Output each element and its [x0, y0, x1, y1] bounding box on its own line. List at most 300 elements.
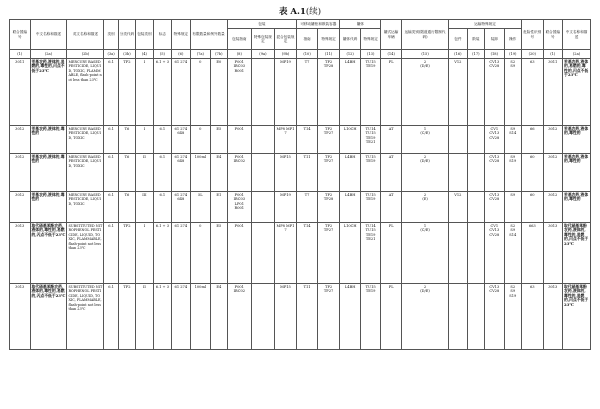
- col-num: (3b): [118, 50, 135, 59]
- cell-pack-instructions-line: P001: [234, 193, 244, 197]
- cell-loading-line: CV13: [489, 155, 500, 159]
- cell-vehicle: FL: [381, 284, 402, 350]
- cell-transport-category-line: (E): [422, 197, 428, 202]
- col-num: (7b): [211, 50, 227, 59]
- cell-tank-special-line: TE19: [365, 197, 376, 202]
- col-num: (11): [317, 50, 340, 59]
- header-hazard-no: 危险性识别号: [521, 20, 543, 50]
- cell-loading: [485, 284, 505, 350]
- cell-bulk: [467, 192, 484, 223]
- cell-limited-qty: 100ml: [190, 284, 211, 350]
- cell-packing-group: I: [136, 126, 153, 154]
- cell-transport-category-line: (C/E): [420, 131, 430, 136]
- cell-operation-line: S14: [509, 232, 517, 237]
- cell-tank-special: [360, 154, 381, 192]
- cell-limited-qty: 0: [190, 59, 211, 126]
- header-tank: 罐体: [340, 20, 381, 29]
- cell-un-no: 3012: [10, 126, 31, 154]
- cell-operation-line: S9: [510, 127, 516, 131]
- cell-class: 6.1: [104, 284, 118, 350]
- cell-loading-line: CV28: [489, 159, 500, 164]
- table-body: [10, 59, 591, 350]
- cell-portable-special-line: TP2: [325, 127, 333, 131]
- table-row: [10, 223, 591, 284]
- cell-pack-instructions-line: IBC02: [233, 159, 246, 164]
- cell-transport-category-line: 2: [423, 285, 427, 289]
- cell-vehicle: FL: [381, 223, 402, 284]
- header-cn-name: 中文名称和描述: [30, 20, 67, 50]
- cell-tank-special-line: TE19: [365, 135, 376, 140]
- header-class: 类别: [104, 20, 118, 50]
- header-class-code: 分类代码: [118, 20, 135, 50]
- cell-transport-category: [401, 126, 448, 154]
- cell-hazard-no: 63: [521, 284, 543, 350]
- cell-portable-instructions: T11: [297, 284, 318, 350]
- cell-operation-line: S19: [509, 293, 517, 298]
- cell-portable-special-line: TP2: [325, 285, 333, 289]
- cell-operation-line: S9: [510, 64, 516, 69]
- cell-hazard-no: 663: [521, 223, 543, 284]
- cell-special-provisions: 61 274 648: [172, 126, 190, 154]
- table-title-continued: (续): [305, 7, 322, 17]
- cell-en-name: MERCURY BASED PESTICIDE, LIQUID, TOXIC, FLAMMABLE, flash-point not less than 23℃: [67, 59, 104, 126]
- cell-vehicle: AT: [381, 192, 402, 223]
- cell-portable-special-line: TP28: [323, 197, 334, 202]
- header-packing-group: 包装类别: [136, 20, 153, 50]
- cell-portable-special: [317, 126, 340, 154]
- cell-pack-instructions-line: LP01: [234, 201, 244, 206]
- cell-loading-line: CV28: [489, 135, 500, 140]
- cell-loading-line: CV13: [489, 228, 500, 233]
- cell-hazard-no: 66: [521, 126, 543, 154]
- cell-operation: [504, 59, 521, 126]
- cell-transport-category-line: 2: [423, 193, 427, 197]
- header-row-group: [10, 20, 591, 29]
- table-row: [10, 59, 591, 126]
- cell-class: 6.1: [104, 59, 118, 126]
- cell-class-code: TF2: [118, 59, 135, 126]
- cell-mixed-packing: MP19: [274, 192, 297, 223]
- cell-tank-code: L4BH: [340, 154, 361, 192]
- cell-tank-special-line: TU14: [365, 127, 376, 131]
- cell-class-code: TF2: [118, 223, 135, 284]
- cell-class: 6.1: [104, 192, 118, 223]
- cell-tank-special: [360, 126, 381, 154]
- cell-portable-special-line: TP2: [325, 193, 333, 197]
- col-num: (18): [485, 50, 505, 59]
- cell-bulk: [467, 223, 484, 284]
- cell-cn-name: 汞基农药,液体的,毒性的: [30, 154, 67, 192]
- cell-loading-line: CV13: [489, 131, 500, 136]
- cell-mixed-packing: MP8 MP17: [274, 126, 297, 154]
- col-num: (1): [10, 50, 31, 59]
- cell-tank-special: [360, 223, 381, 284]
- cell-loading-line: CV28: [489, 232, 500, 237]
- cell-pack-instructions-line: R001: [234, 206, 245, 211]
- header-packages: 包件: [449, 29, 467, 50]
- cell-transport-category: [401, 223, 448, 284]
- cell-packing-group: III: [136, 192, 153, 223]
- cell-pack-special: [252, 154, 275, 192]
- cell-cn-name-2: 汞基农药,液体的,毒性的: [563, 192, 591, 223]
- cell-tank-code: L4BH: [340, 284, 361, 350]
- cell-excepted-qty: E1: [211, 192, 227, 223]
- cell-loading-line: CV1: [490, 127, 499, 131]
- cell-loading: [485, 126, 505, 154]
- cell-portable-special: [317, 223, 340, 284]
- cell-portable-special-line: TP27: [323, 228, 334, 233]
- cell-transport-category-line: (D/E): [420, 64, 430, 69]
- header-tank-special: 特殊规定: [360, 29, 381, 50]
- table-row: [10, 154, 591, 192]
- cell-packages: [449, 223, 467, 284]
- cell-portable-special-line: TP27: [323, 159, 334, 164]
- cell-portable-instructions: T7: [297, 59, 318, 126]
- cell-class-code: TF2: [118, 284, 135, 350]
- table-row: [10, 284, 591, 350]
- cell-cn-name-2: 取代硝基苯酚农药,液体的,毒性的,易燃的,闪点不低于23℃: [563, 223, 591, 284]
- cell-packages: V12: [449, 59, 467, 126]
- cell-portable-special-line: TP2: [325, 155, 333, 159]
- header-packing: 包装: [227, 20, 297, 29]
- cell-pack-instructions-line: P001: [234, 60, 244, 64]
- cell-labels: 6.1: [153, 126, 171, 154]
- cell-bulk: [467, 154, 484, 192]
- cell-pack-special: [252, 284, 275, 350]
- cell-tank-special-line: TU15: [365, 193, 376, 197]
- cell-cn-name-2: 取代硝基苯酚农药,液体的,毒性的,易燃的,闪点不低于23℃: [563, 284, 591, 350]
- cell-en-name: SUBSTITUTED NITROPHENOL PESTICIDE, LIQUID, TOXIC, FLAMMABLE, flash-point not less than 23℃: [67, 223, 104, 284]
- cell-packages: V12: [449, 192, 467, 223]
- header-vehicle: 罐式运输车辆: [381, 20, 402, 50]
- col-num: (4): [136, 50, 153, 59]
- cell-pack-instructions: [227, 154, 252, 192]
- cell-pack-special: [252, 59, 275, 126]
- cell-pack-instructions-line: P001: [234, 285, 244, 289]
- cell-pack-special: [252, 126, 275, 154]
- cell-en-name: SUBSTITUTED NITROPHENOL PESTICIDE, LIQUID, TOXIC, FLAMMABLE, flash-point not less than 23℃: [67, 284, 104, 350]
- cell-tank-special-line: TU14: [365, 224, 376, 228]
- cell-un-no-2: 3011: [543, 59, 563, 126]
- cell-pack-instructions-line: R001: [234, 68, 245, 73]
- cell-class: 6.1: [104, 223, 118, 284]
- cell-loading: [485, 154, 505, 192]
- col-num: (17): [467, 50, 484, 59]
- header-pack-special: 特殊包装规定: [252, 29, 275, 50]
- header-un-no: 联合国编号: [10, 20, 31, 50]
- cell-mixed-packing: MP15: [274, 154, 297, 192]
- cell-transport-category: [401, 192, 448, 223]
- column-number-row: [10, 50, 591, 59]
- table-row: [10, 126, 591, 154]
- header-limited-quantities: 有限数量和例外数量: [190, 20, 227, 50]
- cell-operation: [504, 192, 521, 223]
- cell-transport-category-line: (D/E): [420, 159, 430, 164]
- cell-cn-name: 汞基农药,液体的,易燃的,毒性的,闪点不低于23℃: [30, 59, 67, 126]
- header-portable-instructions: 指南: [297, 29, 318, 50]
- cell-packages: [449, 126, 467, 154]
- cell-vehicle: FL: [381, 59, 402, 126]
- cell-special-provisions: 61 274 648: [172, 154, 190, 192]
- header-mixed-packing: 混合包装规定: [274, 29, 297, 50]
- cell-operation-line: S2: [510, 285, 516, 289]
- cell-packing-group: II: [136, 154, 153, 192]
- cell-tank-code: L4BH: [340, 192, 361, 223]
- cell-tank-special: [360, 192, 381, 223]
- cell-transport-category-line: (C/E): [420, 228, 430, 233]
- cell-tank-special-line: TU15: [365, 131, 376, 136]
- cell-en-name: MERCURY BASED PESTICIDE, LIQUID, TOXIC: [67, 192, 104, 223]
- cell-limited-qty: 0: [190, 126, 211, 154]
- cell-un-no: 3012: [10, 192, 31, 223]
- cell-un-no-2: 3013: [543, 223, 563, 284]
- cell-tank-special: [360, 59, 381, 126]
- header-bulk: 散装: [467, 29, 484, 50]
- cell-tank-special-line: TU15: [365, 285, 376, 289]
- cell-portable-special-line: TP27: [323, 289, 334, 294]
- cell-transport-category: [401, 59, 448, 126]
- cell-transport-category: [401, 284, 448, 350]
- cell-vehicle: AT: [381, 126, 402, 154]
- col-num: (6): [172, 50, 190, 59]
- cell-pack-instructions-line: IBC03: [233, 64, 246, 69]
- col-num: (3a): [104, 50, 118, 59]
- cell-portable-instructions: T11: [297, 154, 318, 192]
- header-tank-code: 罐体代码: [340, 29, 361, 50]
- cell-class: 6.1: [104, 154, 118, 192]
- cell-pack-instructions-line: P001: [234, 224, 244, 228]
- cell-portable-special: [317, 192, 340, 223]
- cell-class-code: T6: [118, 154, 135, 192]
- header-cn-name-2: 中文名称和描述: [563, 20, 591, 50]
- cell-loading-line: CV28: [489, 197, 500, 202]
- table-title: [0, 5, 600, 17]
- dangerous-goods-table: [9, 19, 591, 350]
- cell-class-code: T6: [118, 192, 135, 223]
- col-num: (7a): [190, 50, 211, 59]
- cell-special-provisions: 61 274 648: [172, 192, 190, 223]
- cell-cn-name-2: 汞基农药,液体的,易燃的,毒性的,闪点不低于23℃: [563, 59, 591, 126]
- cell-un-no-2: 3012: [543, 154, 563, 192]
- header-en-name: 英文名称和描述: [67, 20, 104, 50]
- cell-operation: [504, 284, 521, 350]
- cell-pack-special: [252, 192, 275, 223]
- cell-limited-qty: 100ml: [190, 154, 211, 192]
- cell-cn-name: 汞基农药,液体的,毒性的: [30, 126, 67, 154]
- col-num: (15): [401, 50, 448, 59]
- cell-pack-instructions: [227, 59, 252, 126]
- header-loading: 装卸: [485, 29, 505, 50]
- cell-portable-special: [317, 59, 340, 126]
- cell-operation-line: S9: [510, 155, 516, 159]
- table-title-main: 表 A.1: [278, 7, 306, 17]
- header-transport-category: 运输类别(隧道通行限制代码): [401, 20, 448, 50]
- col-num: (2b): [67, 50, 104, 59]
- cell-portable-special-line: TP2: [325, 60, 333, 64]
- cell-tank-special-line: TU15: [365, 228, 376, 233]
- cell-pack-instructions-line: P001: [234, 127, 244, 131]
- cell-operation: [504, 154, 521, 192]
- cell-tank-special-line: TE21: [365, 237, 376, 242]
- cell-labels: 6.1: [153, 154, 171, 192]
- col-num: (8): [227, 50, 252, 59]
- cell-transport-category-line: 1: [423, 224, 427, 228]
- cell-hazard-no: 60: [521, 154, 543, 192]
- header-pack-instructions: 包装指南: [227, 29, 252, 50]
- cell-tank-special-line: TU15: [365, 155, 376, 159]
- col-num: (12): [340, 50, 361, 59]
- cell-portable-special-line: TP2: [325, 224, 333, 228]
- cell-vehicle: AT: [381, 154, 402, 192]
- cell-packages: [449, 154, 467, 192]
- cell-portable-special-line: TP27: [323, 131, 334, 136]
- cell-un-no: 3011: [10, 59, 31, 126]
- cell-en-name: MERCURY BASED PESTICIDE, LIQUID, TOXIC: [67, 126, 104, 154]
- cell-loading-line: CV13: [489, 285, 500, 289]
- cell-tank-special-line: TE19: [365, 232, 376, 237]
- cell-cn-name: 汞基农药,液体的,毒性的: [30, 192, 67, 223]
- cell-cn-name: 取代硝基苯酚农药,液体的,毒性的,易燃的,闪点不低于23℃: [30, 223, 67, 284]
- cell-operation: [504, 126, 521, 154]
- cell-cn-name-2: 汞基农药,液体的,毒性的: [563, 154, 591, 192]
- col-num: (9a): [252, 50, 275, 59]
- cell-un-no: 3013: [10, 284, 31, 350]
- cell-hazard-no: 63: [521, 59, 543, 126]
- cell-excepted-qty: E5: [211, 223, 227, 284]
- cell-un-no-2: 3013: [543, 284, 563, 350]
- col-num: (9b): [274, 50, 297, 59]
- table-row: [10, 192, 591, 223]
- header-operation: 操作: [504, 29, 521, 50]
- cell-transport-category-line: 2: [423, 155, 427, 159]
- cell-labels: 6.1 + 3: [153, 59, 171, 126]
- cell-bulk: [467, 126, 484, 154]
- col-num: (1): [543, 50, 563, 59]
- col-num: (14): [381, 50, 402, 59]
- header-labels: 标志: [153, 20, 171, 50]
- cell-operation-line: S9: [510, 228, 516, 233]
- cell-excepted-qty: E4: [211, 284, 227, 350]
- cell-bulk: [467, 284, 484, 350]
- cell-portable-special: [317, 154, 340, 192]
- cell-excepted-qty: E0: [211, 59, 227, 126]
- cell-portable-instructions: T14: [297, 223, 318, 284]
- cell-loading-line: CV13: [489, 60, 500, 64]
- cell-operation-line: S2: [510, 224, 516, 228]
- header-transport-special: 运输特殊规定: [449, 20, 522, 29]
- cell-pack-instructions: [227, 223, 252, 284]
- cell-limited-qty: 0: [190, 223, 211, 284]
- col-num: (10): [297, 50, 318, 59]
- cell-operation-line: S9: [510, 289, 516, 294]
- cell-bulk: [467, 59, 484, 126]
- cell-labels: 6.1: [153, 192, 171, 223]
- cell-loading: [485, 223, 505, 284]
- cell-tank-code: L4BH: [340, 59, 361, 126]
- cell-packing-group: I: [136, 59, 153, 126]
- cell-operation-line: S9: [510, 193, 516, 197]
- header-special-provisions: 特殊规定: [172, 20, 190, 50]
- cell-transport-category-line: (D/E): [420, 289, 430, 294]
- cell-labels: 6.1 + 3: [153, 284, 171, 350]
- col-num: (13): [360, 50, 381, 59]
- col-num: (19): [504, 50, 521, 59]
- cell-special-provisions: 61 274: [172, 59, 190, 126]
- cell-operation-line: S14: [509, 131, 517, 136]
- cell-operation-line: S2: [510, 60, 516, 64]
- cell-limited-qty: 5L: [190, 192, 211, 223]
- cell-excepted-qty: E5: [211, 126, 227, 154]
- cell-excepted-qty: E4: [211, 154, 227, 192]
- cell-tank-special-line: TU15: [365, 60, 376, 64]
- cell-mixed-packing: MP8 MP17: [274, 223, 297, 284]
- cell-tank-special-line: TE19: [365, 64, 376, 69]
- cell-tank-code: L10CH: [340, 126, 361, 154]
- col-num: (2a): [563, 50, 591, 59]
- cell-un-no-2: 3012: [543, 126, 563, 154]
- cell-portable-special: [317, 284, 340, 350]
- cell-loading-line: CV1: [490, 224, 499, 228]
- cell-loading-line: CV28: [489, 289, 500, 294]
- cell-packing-group: II: [136, 284, 153, 350]
- cell-transport-category: [401, 154, 448, 192]
- cell-tank-special: [360, 284, 381, 350]
- cell-pack-instructions-line: IBC02: [233, 289, 246, 294]
- col-num: (2a): [30, 50, 67, 59]
- cell-labels: 6.1 + 3: [153, 223, 171, 284]
- col-num: (20): [521, 50, 543, 59]
- cell-cn-name-2: 汞基农药,液体的,毒性的: [563, 126, 591, 154]
- cell-hazard-no: 60: [521, 192, 543, 223]
- cell-tank-special-line: TE19: [365, 159, 376, 164]
- cell-cn-name: 取代硝基苯酚农药,液体的,毒性的,易燃的,闪点不低于23℃: [30, 284, 67, 350]
- cell-operation: [504, 223, 521, 284]
- header-un-no-2: 联合国编号: [543, 20, 563, 50]
- cell-loading-line: CV28: [489, 64, 500, 69]
- header-portable-special: 特殊规定: [317, 29, 340, 50]
- cell-packages: [449, 284, 467, 350]
- cell-un-no: 3013: [10, 223, 31, 284]
- cell-loading: [485, 59, 505, 126]
- cell-pack-special: [252, 223, 275, 284]
- cell-operation-line: S19: [509, 159, 517, 164]
- header-portable-tanks: 可移动罐柜和散装容器: [297, 20, 340, 29]
- cell-portable-instructions: T14: [297, 126, 318, 154]
- cell-portable-instructions: T7: [297, 192, 318, 223]
- cell-tank-code: L10CH: [340, 223, 361, 284]
- col-num: (16): [449, 50, 467, 59]
- cell-mixed-packing: MP15: [274, 284, 297, 350]
- cell-class: 6.1: [104, 126, 118, 154]
- cell-tank-special-line: TE21: [365, 140, 376, 145]
- cell-special-provisions: 61 274: [172, 284, 190, 350]
- cell-special-provisions: 61 274: [172, 223, 190, 284]
- cell-loading-line: CV13: [489, 193, 500, 197]
- cell-pack-instructions: [227, 284, 252, 350]
- cell-pack-instructions: [227, 192, 252, 223]
- cell-en-name: MERCURY BASED PESTICIDE, LIQUID, TOXIC: [67, 154, 104, 192]
- cell-pack-instructions: [227, 126, 252, 154]
- cell-packing-group: I: [136, 223, 153, 284]
- cell-pack-instructions-line: IBC03: [233, 197, 246, 202]
- cell-loading: [485, 192, 505, 223]
- cell-portable-special-line: TP28: [323, 64, 334, 69]
- cell-transport-category-line: 1: [423, 127, 427, 131]
- cell-pack-instructions-line: P001: [234, 155, 244, 159]
- col-num: (5): [153, 50, 171, 59]
- cell-un-no: 3012: [10, 154, 31, 192]
- cell-class-code: T6: [118, 126, 135, 154]
